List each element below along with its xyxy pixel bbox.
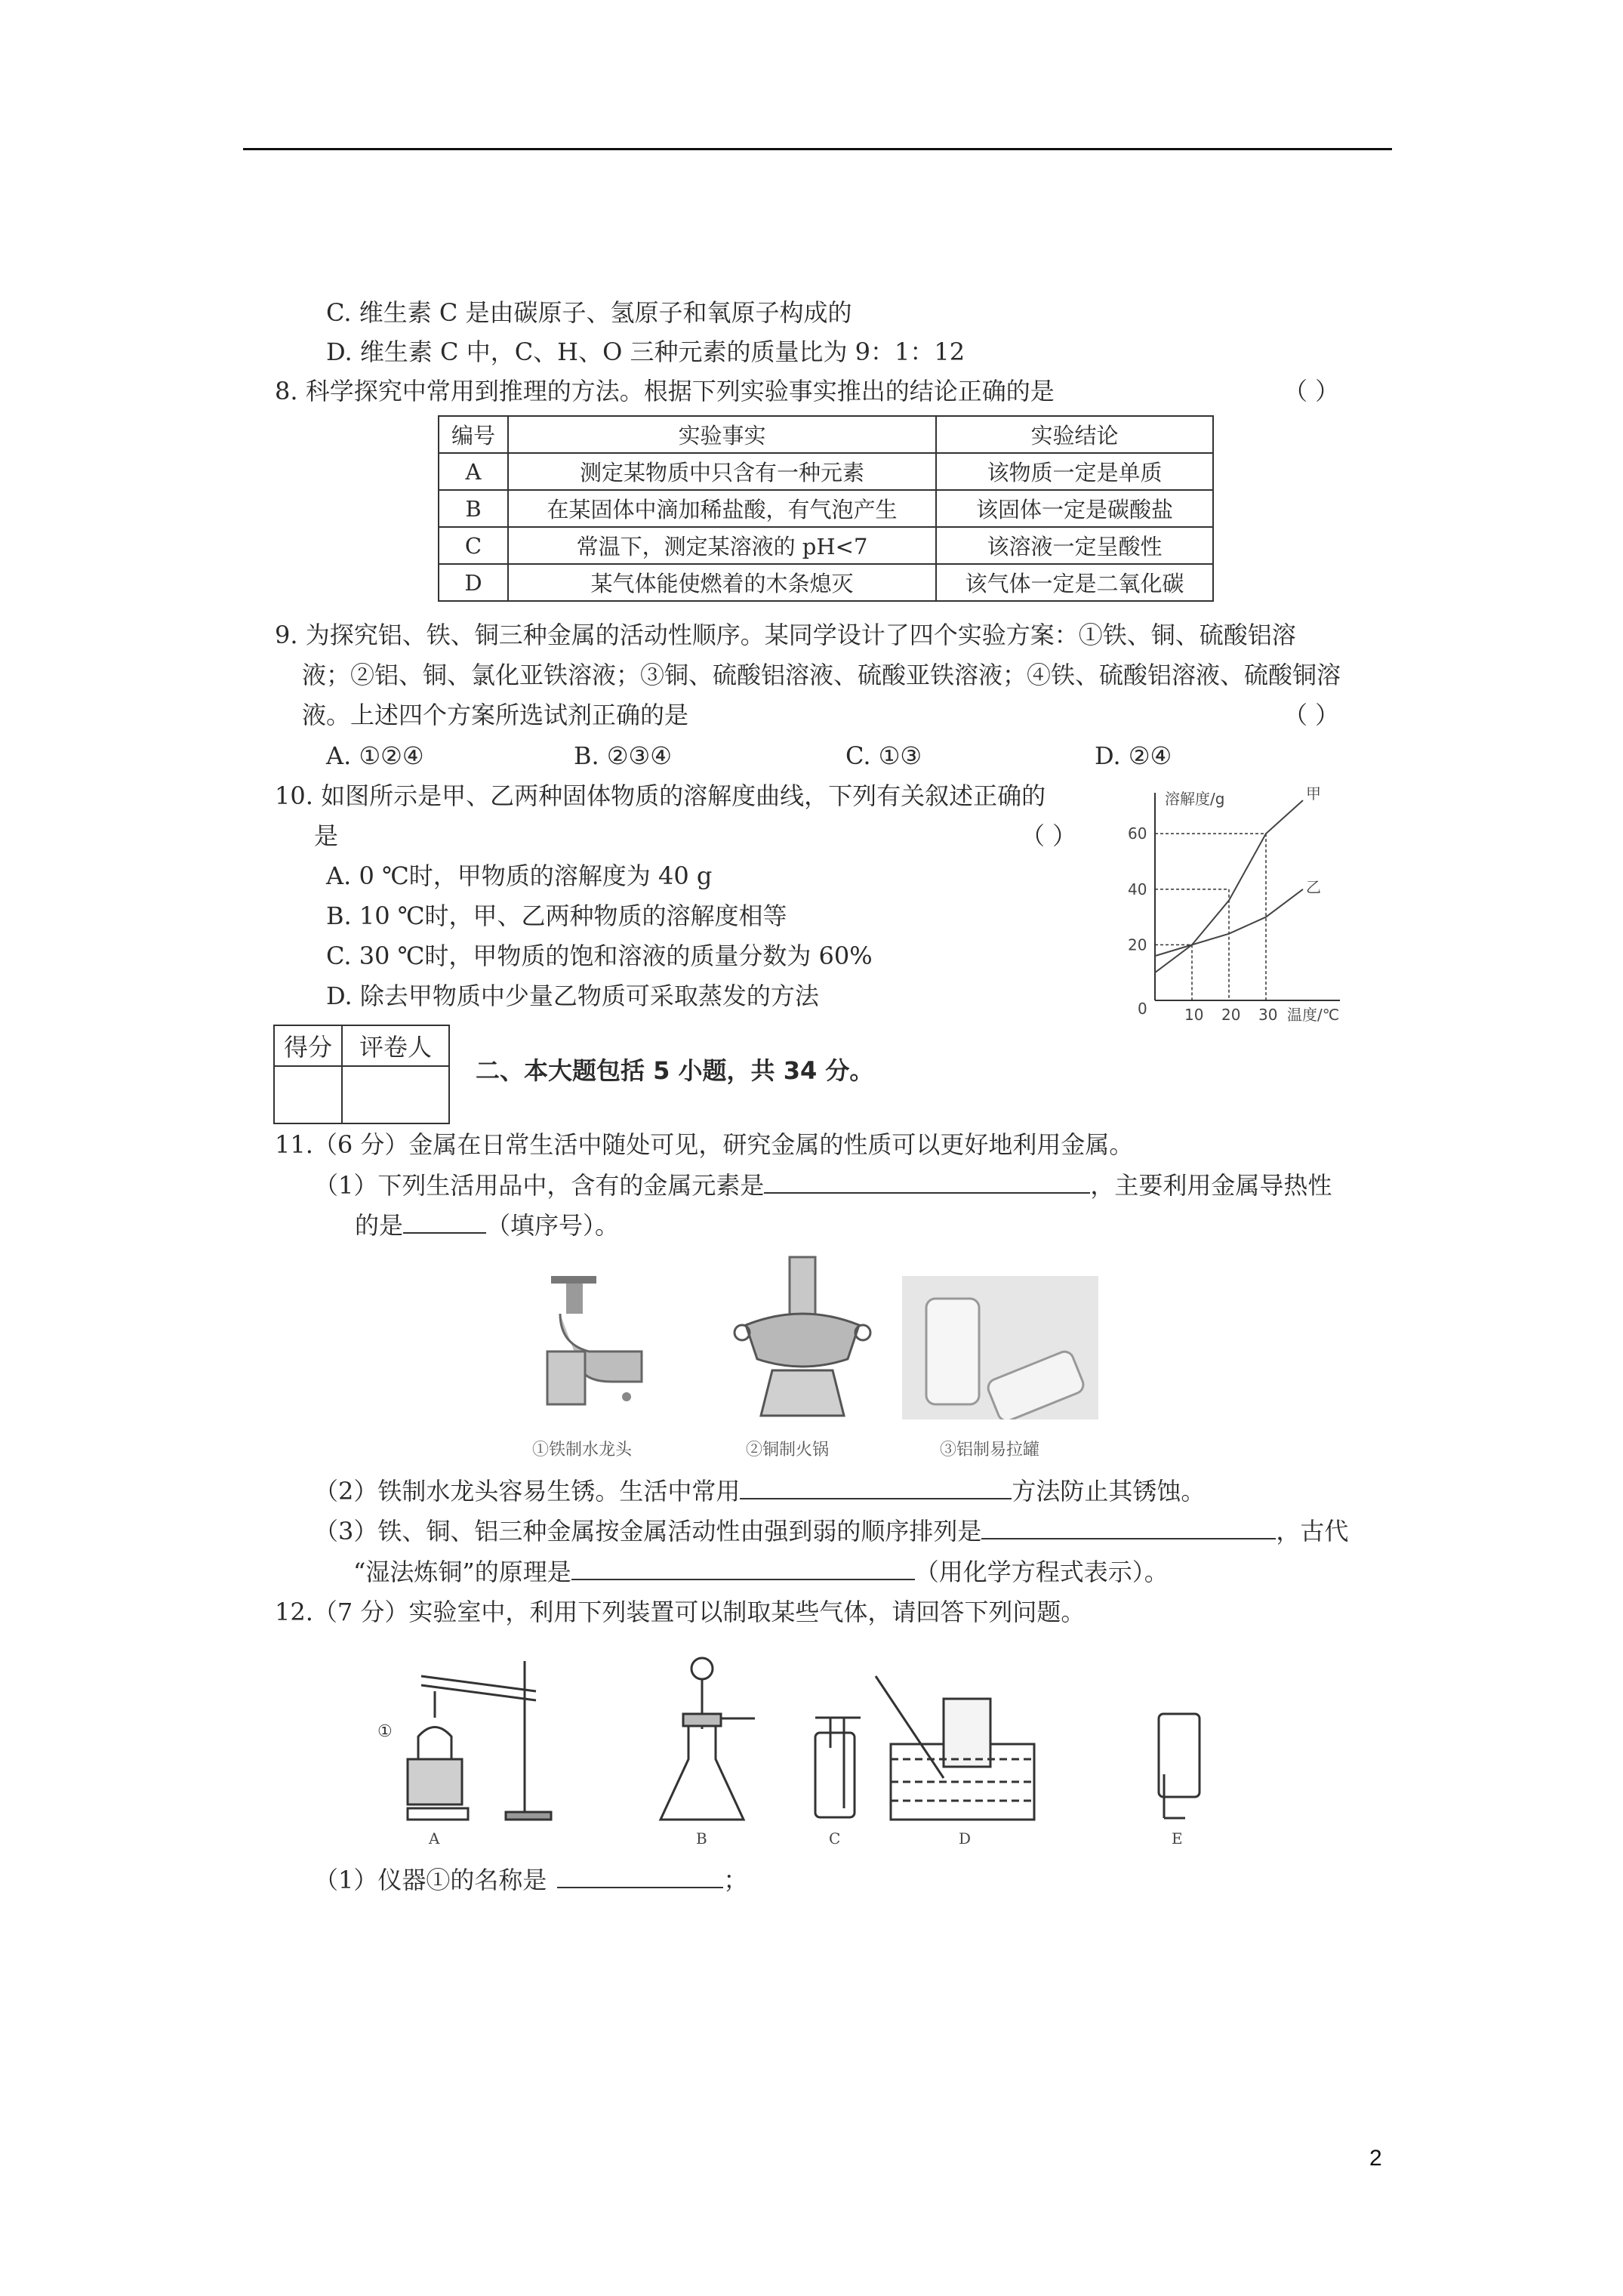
q9-line-3: 液。上述四个方案所选试剂正确的是 xyxy=(302,701,689,729)
q7-option-c: C. 维生素 C 是由碳原子、氢原子和氧原子构成的 xyxy=(326,298,852,327)
q8-stem: 8. 科学探究中常用到推理的方法。根据下列实验事实推出的结论正确的是 xyxy=(275,377,1055,405)
origin-label: 0 xyxy=(1138,1000,1147,1018)
page-number: 2 xyxy=(1369,2146,1382,2171)
row-id: A xyxy=(439,453,508,490)
table-row xyxy=(439,490,1213,527)
q11-part1-text-4: （填序号）。 xyxy=(486,1211,620,1240)
q12-part1-text-2: ； xyxy=(723,1866,748,1894)
q11-part1-text: （1）下列生活用品中，含有的金属元素是 xyxy=(314,1171,765,1200)
x-tick-label: 30 xyxy=(1258,1006,1278,1024)
q11-part2-text: （2）铁制水龙头容易生锈。生活中常用 xyxy=(314,1477,741,1505)
q12-part1-text: （1）仪器①的名称是 xyxy=(314,1866,547,1894)
q8-answer-paren: （ ） xyxy=(1283,377,1340,405)
table-row xyxy=(439,453,1213,490)
grader-cell[interactable] xyxy=(342,1066,449,1123)
q11-part1-text-2: ，主要利用金属导热性 xyxy=(1090,1171,1332,1200)
q9-option-b: B. ②③④ xyxy=(574,741,672,770)
q11-blank-conductivity[interactable] xyxy=(403,1210,486,1234)
row-conclusion: 该溶液一定呈酸性 xyxy=(936,527,1213,564)
q9-line-2: 液；②铝、铜、氯化亚铁溶液；③铜、硫酸铝溶液、硫酸亚铁溶液；④铁、硫酸铝溶液、硫酸铜溶 xyxy=(302,661,1341,689)
x-tick-label: 20 xyxy=(1221,1006,1241,1024)
score-label: 得分 xyxy=(274,1025,342,1066)
q10-line-2: 是 xyxy=(314,821,339,850)
row-fact: 常温下，测定某溶液的 pH<7 xyxy=(508,527,936,564)
caption-faucet: ①铁制水龙头 xyxy=(532,1441,633,1459)
q11-stem: 11.（6 分）金属在日常生活中随处可见，研究金属的性质可以更好地利用金属。 xyxy=(275,1130,1134,1159)
row-fact: 测定某物质中只含有一种元素 xyxy=(508,453,936,490)
header-rule xyxy=(243,148,1392,150)
q11-blank-metal-element[interactable] xyxy=(764,1170,1090,1194)
q11-part1-text-3: 的是 xyxy=(355,1211,404,1240)
x-tick-label: 10 xyxy=(1184,1006,1204,1024)
q11-blank-activity-order[interactable] xyxy=(981,1515,1276,1539)
row-id: B xyxy=(439,490,508,527)
score-cell[interactable] xyxy=(274,1066,342,1123)
row-conclusion: 该固体一定是碳酸盐 xyxy=(936,490,1213,527)
apparatus-marker: ① xyxy=(377,1722,393,1741)
q8-facts-table xyxy=(438,415,1214,602)
row-fact: 在某固体中滴加稀盐酸，有气泡产生 xyxy=(508,490,936,527)
q9-option-d: D. ②④ xyxy=(1095,741,1172,770)
y-axis-label: 溶解度/g xyxy=(1165,790,1225,808)
aluminum-can-image xyxy=(902,1276,1098,1419)
series-curve-1 xyxy=(1155,800,1303,972)
caption-can: ③铝制易拉罐 xyxy=(940,1441,1040,1459)
label-c: C xyxy=(829,1829,841,1848)
solubility-chart xyxy=(1121,781,1370,1031)
apparatus-e xyxy=(1159,1714,1200,1818)
q10-answer-paren: （ ） xyxy=(1021,821,1077,850)
q11-part3-text-4: （用化学方程式表示）。 xyxy=(914,1558,1169,1586)
q10-option-b: B. 10 ℃时，甲、乙两种物质的溶解度相等 xyxy=(326,901,787,930)
q9-option-a: A. ①②④ xyxy=(326,741,424,770)
row-id: C xyxy=(439,527,508,564)
row-id: D xyxy=(439,564,508,601)
apparatus-a xyxy=(408,1661,551,1820)
y-tick-label: 20 xyxy=(1128,935,1147,954)
q10-option-c: C. 30 ℃时，甲物质的饱和溶液的质量分数为 60% xyxy=(326,942,873,970)
x-axis-label: 温度/℃ xyxy=(1287,1006,1340,1024)
table-row xyxy=(439,564,1213,601)
q7-option-d: D. 维生素 C 中，C、H、O 三种元素的质量比为 9：1：12 xyxy=(326,337,965,366)
q11-blank-rust-prevention[interactable] xyxy=(740,1475,1012,1499)
apparatus-d xyxy=(876,1676,1034,1820)
row-conclusion: 该物质一定是单质 xyxy=(936,453,1213,490)
q9-line-1: 9. 为探究铝、铁、铜三种金属的活动性顺序。某同学设计了四个实验方案：①铁、铜、硫酸铝溶 xyxy=(275,621,1296,649)
table-row xyxy=(439,527,1213,564)
header-cell: 编号 xyxy=(439,416,508,453)
apparatus-b xyxy=(661,1658,755,1820)
y-tick-label: 60 xyxy=(1128,824,1147,843)
section-2-title: 二、本大题包括 5 小题，共 34 分。 xyxy=(476,1056,874,1085)
q10-option-a: A. 0 ℃时，甲物质的溶解度为 40 g xyxy=(326,861,713,890)
label-e: E xyxy=(1172,1829,1183,1848)
q10-line-1: 10. 如图所示是甲、乙两种固体物质的溶解度曲线，下列有关叙述正确的 xyxy=(275,781,1046,810)
header-cell: 实验结论 xyxy=(936,416,1213,453)
q11-blank-equation[interactable] xyxy=(571,1556,915,1580)
series-label-1: 甲 xyxy=(1306,784,1321,803)
row-conclusion: 该气体一定是二氧化碳 xyxy=(936,564,1213,601)
label-b: B xyxy=(696,1829,707,1848)
lab-apparatus-figure xyxy=(362,1646,1283,1850)
q10-option-d: D. 除去甲物质中少量乙物质可采取蒸发的方法 xyxy=(326,982,819,1010)
y-tick-label: 40 xyxy=(1128,880,1147,898)
q11-part2-text-2: 方法防止其锈蚀。 xyxy=(1012,1477,1206,1505)
series-label-2: 乙 xyxy=(1306,877,1321,896)
table-header-row xyxy=(439,416,1213,453)
chart-axes xyxy=(1155,793,1340,1000)
header-cell: 实验事实 xyxy=(508,416,936,453)
caption-hotpot: ②铜制火锅 xyxy=(746,1441,830,1459)
label-d: D xyxy=(959,1829,972,1848)
q12-blank-instrument-name[interactable] xyxy=(557,1864,723,1888)
chart-guides xyxy=(1155,834,1266,1000)
q9-answer-paren: （ ） xyxy=(1283,701,1340,729)
iron-faucet-image xyxy=(521,1253,672,1427)
apparatus-c xyxy=(815,1718,861,1817)
q11-part3-text-3: “湿法炼铜”的原理是 xyxy=(353,1558,571,1586)
q11-part3-text: （3）铁、铜、铝三种金属按金属活动性由强到弱的顺序排列是 xyxy=(314,1517,982,1546)
score-box xyxy=(273,1025,450,1124)
q11-part3-text-2: ，古代 xyxy=(1276,1517,1349,1546)
row-fact: 某气体能使燃着的木条熄灭 xyxy=(508,564,936,601)
label-a: A xyxy=(429,1829,440,1848)
chart-curves xyxy=(1155,784,1321,972)
q12-stem: 12.（7 分）实验室中，利用下列装置可以制取某些气体，请回答下列问题。 xyxy=(275,1598,1086,1626)
copper-hotpot-image xyxy=(723,1250,882,1431)
grader-label: 评卷人 xyxy=(342,1025,449,1066)
q9-option-c: C. ①③ xyxy=(845,741,922,770)
